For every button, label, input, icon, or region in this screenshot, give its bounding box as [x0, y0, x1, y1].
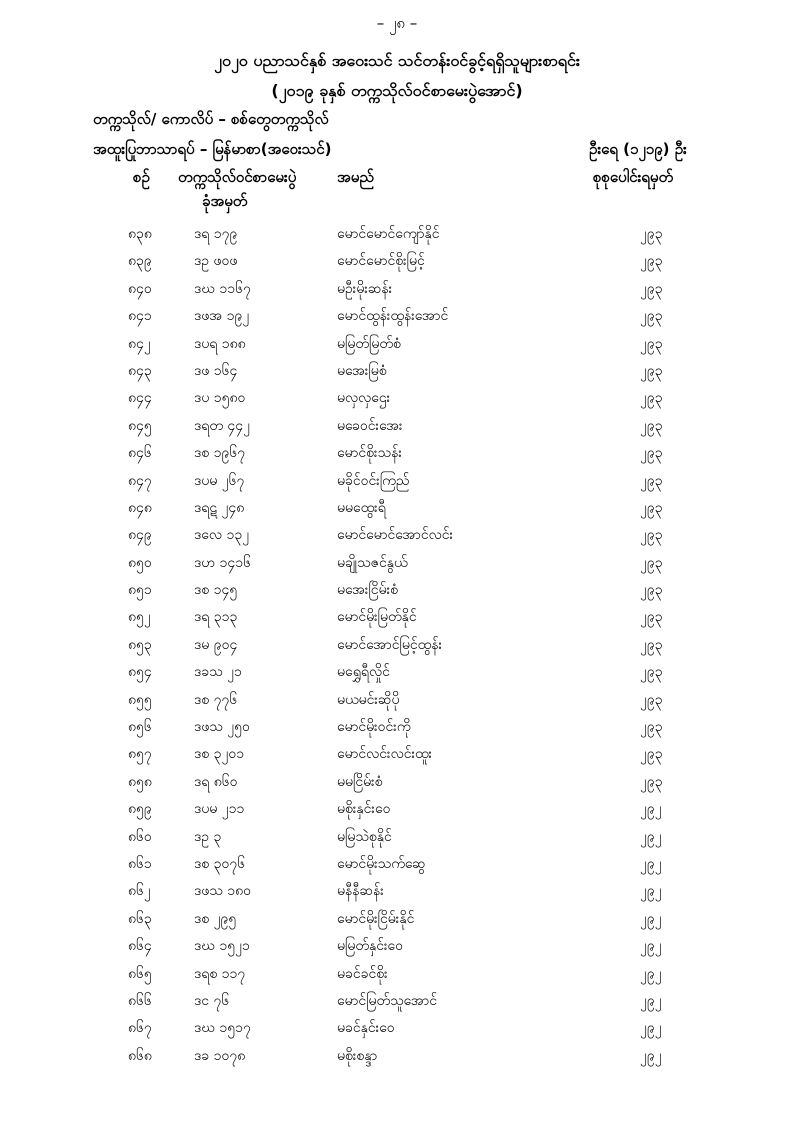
total-marks-cell: ၂၉၃	[640, 472, 663, 489]
serial-cell: ၈၅၅	[128, 691, 152, 708]
roll-number-cell: ဒပရ ၁၈၈	[194, 335, 246, 352]
total-marks-cell: ၂၉၂	[640, 910, 662, 927]
roll-number-cell: ဒဖ ၁၆၄	[194, 362, 238, 379]
table-row	[0, 633, 794, 660]
total-marks-cell: ၂၉၃	[640, 746, 663, 763]
total-marks-cell: ၂၉၃	[640, 308, 663, 325]
name-cell: မအေးငြိမ်းစံ	[337, 582, 399, 599]
roll-number-cell: ဒဃ ၁၅၂၁	[194, 938, 250, 955]
header-roll-number: တက္ကသိုလ်ဝင်စာမေးပွဲ	[178, 168, 297, 186]
roll-number-cell: ဒခ ၁၀၇၈	[194, 1047, 246, 1064]
name-cell: မောင်မိုးဝင်းကို	[337, 719, 411, 736]
total-marks-cell: ၂၉၂	[640, 938, 662, 955]
roll-number-cell: ဒလေ ၁၃၂	[194, 527, 250, 544]
roll-number-cell: ဒစ ၇၇၆	[194, 691, 238, 708]
roll-number-cell: ဒစ ၁၉၆၇	[194, 445, 246, 462]
name-cell: မခိုင်ဝင်းကြည်	[337, 472, 410, 489]
serial-cell: ၈၄၅	[128, 417, 152, 434]
total-marks-cell: ၂၉၂	[640, 828, 662, 845]
roll-number-cell: ဒဃ ၁၅၁၇	[194, 1020, 251, 1037]
serial-cell: ၈၅၉	[128, 801, 152, 818]
name-cell: မဦးမိုးဆန်း	[337, 280, 393, 297]
serial-cell: ၈၆၅	[128, 965, 152, 982]
name-cell: မောင်မောင်စိုးမြင့်	[337, 253, 425, 270]
total-marks-cell: ၂၉၃	[640, 417, 663, 434]
header-roll-number-line2: ခုံအမှတ်	[202, 192, 248, 210]
table-row	[0, 797, 794, 824]
table-row	[0, 934, 794, 961]
serial-cell: ၈၆၈	[128, 1047, 152, 1064]
name-cell: မချိုသဇင်နွယ်	[337, 554, 408, 571]
table-row	[0, 770, 794, 797]
name-cell: မအေးမြစံ	[337, 362, 387, 379]
table-row	[0, 359, 794, 386]
table-row	[0, 715, 794, 742]
name-cell: မခင်နှင်းဝေ	[337, 1020, 395, 1037]
roll-number-cell: ဒစ ၂၉၅	[194, 910, 237, 927]
table-row	[0, 277, 794, 304]
total-marks-cell: ၂၉၃	[640, 554, 663, 571]
roll-number-cell: ဒပ ၁၅၈၀	[194, 390, 246, 407]
roll-number-cell: ဒဥ ၃	[194, 828, 222, 845]
serial-cell: ၈၄၇	[128, 472, 152, 489]
serial-cell: ၈၆၀	[128, 828, 152, 845]
name-cell: မစိုးစန္ဒာ	[337, 1047, 378, 1064]
name-cell: မစိုးနှင်းဝေ	[337, 801, 391, 818]
table-row	[0, 688, 794, 715]
total-marks-cell: ၂၉၃	[640, 253, 663, 270]
total-marks-cell: ၂၉၃	[640, 636, 663, 653]
table-row	[0, 742, 794, 769]
roll-number-cell: ဒရ ၈၆၀	[194, 773, 238, 790]
name-cell: မနီနီဆန်း	[337, 883, 384, 900]
serial-cell: ၈၅၀	[128, 554, 152, 571]
name-cell: မမငြိမ်းစံ	[337, 773, 383, 790]
serial-cell: ၈၅၂	[128, 609, 151, 626]
name-cell: မောင်အောင်မြင့်ထွန်း	[337, 636, 442, 653]
serial-cell: ၈၅၇	[128, 746, 152, 763]
table-row	[0, 825, 794, 852]
serial-cell: ၈၄၁	[128, 308, 152, 325]
roll-number-cell: ဒရတ ၄၄၂	[194, 417, 251, 434]
total-marks-cell: ၂၉၃	[640, 691, 663, 708]
total-marks-cell: ၂၉၃	[640, 335, 663, 352]
table-row	[0, 469, 794, 496]
total-marks-cell: ၂၉၂	[640, 1020, 662, 1037]
total-marks-cell: ၂၉၂	[640, 801, 662, 818]
page-subtitle: (၂၀၁၉ ခုနှစ် တက္ကသိုလ်ဝင်စာမေးပွဲအောင်)	[271, 81, 523, 100]
total-marks-cell: ၂၉၂	[640, 855, 662, 872]
total-marks-cell: ၂၉၃	[640, 527, 663, 544]
total-marks-cell: ၂၉၃	[640, 664, 663, 681]
university-line: တက္ကသိုလ်/ ကောလိပ် – စစ်တွေတက္ကသိုလ်	[93, 110, 329, 128]
table-row	[0, 304, 794, 331]
total-marks-cell: ၂၉၃	[640, 226, 663, 242]
serial-cell: ၈၃၈	[128, 226, 152, 242]
roll-number-cell: ဒဃ ၁၁၆၇	[194, 280, 251, 297]
name-cell: မမြတ်မြတ်စံ	[337, 335, 401, 352]
total-marks-cell: ၂၉၂	[640, 883, 662, 900]
table-row	[0, 989, 794, 1016]
total-marks-cell: ၂၉၃	[640, 390, 663, 407]
roll-number-cell: ဒပမ ၂၆၇	[194, 472, 245, 489]
serial-cell: ၈၆၇	[128, 1020, 152, 1037]
table-row	[0, 222, 794, 249]
serial-cell: ၈၄၉	[128, 527, 152, 544]
roll-number-cell: ဒရစ ၁၁၇	[194, 965, 246, 982]
serial-cell: ၈၅၄	[128, 664, 152, 681]
serial-cell: ၈၆၃	[128, 910, 152, 927]
serial-cell: ၈၆၂	[128, 883, 151, 900]
header-name: အမည်	[337, 168, 374, 186]
name-cell: မမြသဲစုနိုင်	[337, 828, 392, 845]
roll-number-cell: ဒစ ၃၀၇၆	[194, 855, 246, 872]
name-cell: မမထွေးရီ	[337, 499, 386, 516]
total-marks-cell: ၂၉၃	[640, 280, 663, 297]
roll-number-cell: ဒရ ၁၇၉	[194, 226, 238, 242]
total-marks-cell: ၂၉၃	[640, 582, 663, 599]
roll-number-cell: ဒဖသ ၁၈၀	[194, 883, 252, 900]
serial-cell: ၈၄၃	[128, 362, 152, 379]
name-cell: မောင်မိုးငြိမ်းနိုင်	[337, 910, 415, 927]
serial-cell: ၈၆၁	[128, 855, 152, 872]
total-marks-cell: ၂၉၃	[640, 362, 663, 379]
table-row	[0, 332, 794, 359]
table-row	[0, 414, 794, 441]
roll-number-cell: ဒဖအ ၁၉၂	[194, 308, 250, 325]
serial-cell: ၈၃၉	[128, 253, 152, 270]
table-row	[0, 578, 794, 605]
serial-cell: ၈၅၈	[128, 773, 152, 790]
total-marks-cell: ၂၉၃	[640, 445, 663, 462]
name-cell: မောင်လင်းလင်းထူး	[337, 746, 433, 763]
headcount-line: ဦးရေ (၁၂၁၉) ဦး	[589, 140, 687, 158]
table-row	[0, 551, 794, 578]
table-row	[0, 249, 794, 276]
serial-cell: ၈၆၄	[128, 938, 152, 955]
total-marks-cell: ၂၉၂	[640, 1047, 662, 1064]
roll-number-cell: ဒရ ၃၁၃	[194, 609, 238, 626]
name-cell: မောင်ထွန်းထွန်းအောင်	[337, 308, 449, 325]
roll-number-cell: ဒဖသ ၂၅၀	[194, 719, 250, 736]
header-total-marks: စုစုပေါင်းရမှတ်	[593, 168, 674, 186]
table-row	[0, 660, 794, 687]
name-cell: မရွှေရီလှိုင်	[337, 664, 390, 681]
roll-number-cell: ဒဥ ဖ၀ဖ	[194, 253, 238, 270]
total-marks-cell: ၂၉၃	[640, 499, 663, 516]
roll-number-cell: ဒရဋ ၂၄၈	[194, 499, 245, 516]
table-row	[0, 605, 794, 632]
name-cell: မောင်မိုးမြတ်နိုင်	[337, 609, 417, 626]
serial-cell: ၈၄၈	[128, 499, 152, 516]
table-row	[0, 1016, 794, 1043]
roll-number-cell: ဒဟ ၁၄၁၆	[194, 554, 251, 571]
table-row	[0, 496, 794, 523]
serial-cell: ၈၄၂	[128, 335, 151, 352]
table-row	[0, 852, 794, 879]
name-cell: မလှလှဌေး	[337, 390, 391, 407]
roll-number-cell: ဒင ၇၆	[194, 992, 230, 1009]
total-marks-cell: ၂၉၃	[640, 773, 663, 790]
serial-cell: ၈၄၄	[128, 390, 152, 407]
name-cell: မောင်မြတ်သူအောင်	[337, 992, 438, 1009]
roll-number-cell: ဒခသ ၂၁	[194, 664, 242, 681]
table-row	[0, 523, 794, 550]
name-cell: မောင်စိုးသန်း	[337, 445, 402, 462]
header-serial: စဉ်	[133, 168, 150, 186]
total-marks-cell: ၂၉၂	[640, 965, 662, 982]
table-row	[0, 962, 794, 989]
total-marks-cell: ၂၉၃	[640, 719, 663, 736]
table-row	[0, 879, 794, 906]
table-row	[0, 441, 794, 468]
name-cell: မယမင်းဆိုပို	[337, 691, 400, 708]
roll-number-cell: ဒစ ၁၄၅	[194, 582, 238, 599]
page-title: ၂၀၂၀ ပညာသင်နှစ် အဝေးသင် သင်တန်းဝင်ခွင့်ရရှိသူများစာရင်း	[214, 51, 580, 70]
table-row	[0, 1044, 794, 1071]
name-cell: မမြတ်နှင်းဝေ	[337, 938, 403, 955]
serial-cell: ၈၄၀	[128, 280, 152, 297]
major-line: အထူးပြုဘာသာရပ် – မြန်မာစာ(အဝေးသင်)	[93, 140, 332, 158]
name-cell: မခင်ခင်စိုး	[337, 965, 388, 982]
table-row	[0, 907, 794, 934]
roll-number-cell: ဒစ ၃၂၀၁	[194, 746, 245, 763]
roll-number-cell: ဒပမ ၂၁၁	[194, 801, 245, 818]
table-row	[0, 386, 794, 413]
name-cell: မောင်မောင်အောင်လင်း	[337, 527, 454, 544]
serial-cell: ၈၄၆	[128, 445, 152, 462]
total-marks-cell: ၂၉၂	[640, 992, 662, 1009]
serial-cell: ၈၅၃	[128, 636, 152, 653]
serial-cell: ၈၅၆	[128, 719, 152, 736]
name-cell: မောင်မောင်ကျော်နိုင်	[337, 226, 440, 242]
serial-cell: ၈၅၁	[128, 582, 152, 599]
page-number: – ၂၈ –	[376, 14, 418, 32]
name-cell: မခေဝင်းအေး	[337, 417, 403, 434]
results-table	[0, 222, 794, 1071]
serial-cell: ၈၆၆	[128, 992, 152, 1009]
roll-number-cell: ဒမ ၉၀၄	[194, 636, 238, 653]
total-marks-cell: ၂၉၃	[640, 609, 663, 626]
name-cell: မောင်မိုးသက်ဆွေ	[337, 855, 426, 872]
